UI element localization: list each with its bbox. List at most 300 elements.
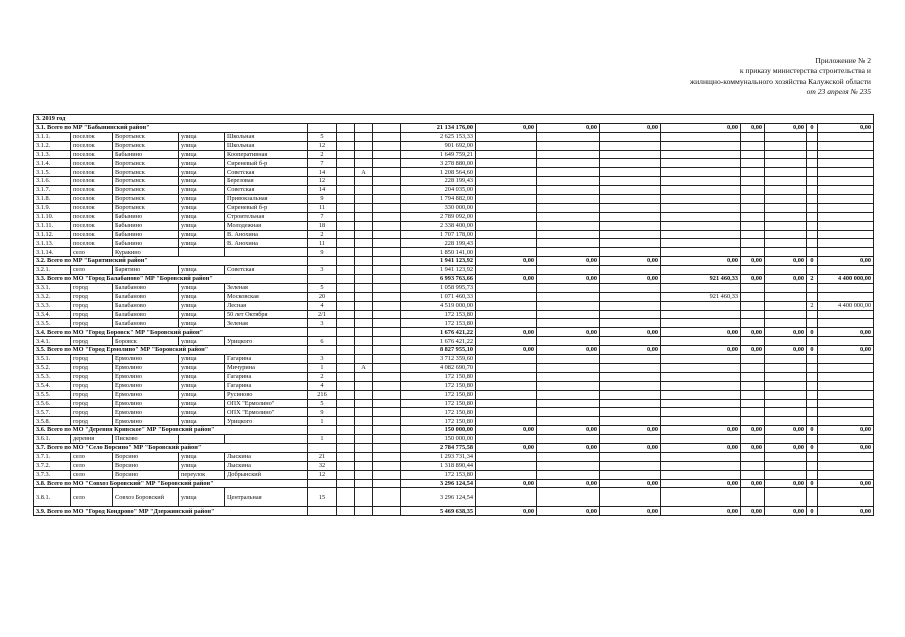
house-letter <box>355 141 373 150</box>
row-value <box>818 488 874 507</box>
section-total-row <box>34 479 874 488</box>
row-value <box>765 132 807 141</box>
row-value <box>661 301 741 310</box>
row-value <box>765 248 807 257</box>
row-value <box>600 292 661 301</box>
row-value <box>765 381 807 390</box>
section-value: 0,00 <box>476 123 537 132</box>
section-value: 0,00 <box>600 443 661 452</box>
row-value <box>661 239 741 248</box>
house-number: 9 <box>308 248 337 257</box>
empty-cell <box>337 381 355 390</box>
section-value: 0,00 <box>537 346 600 355</box>
row-sum: 3 296 124,54 <box>401 488 476 507</box>
empty-cell <box>373 372 401 381</box>
empty-cell <box>373 488 401 507</box>
settlement-type: город <box>71 399 113 408</box>
empty-cell <box>373 266 401 275</box>
row-value <box>807 203 818 212</box>
row-value <box>476 203 537 212</box>
settlement-type: город <box>71 390 113 399</box>
row-value <box>765 212 807 221</box>
house-letter <box>355 337 373 346</box>
empty-cell <box>355 426 373 435</box>
row-value <box>818 212 874 221</box>
row-value <box>476 355 537 364</box>
row-value <box>537 372 600 381</box>
section-value: 0,00 <box>818 257 874 266</box>
row-value <box>818 230 874 239</box>
row-value <box>807 417 818 426</box>
section-title: 3.4. Всего по МО "Город Боровск" МР "Боровский район" <box>34 328 308 337</box>
empty-cell <box>373 186 401 195</box>
empty-cell <box>355 507 373 516</box>
settlement-type: город <box>71 381 113 390</box>
row-value <box>476 195 537 204</box>
street-type: улица <box>179 488 225 507</box>
row-value <box>476 168 537 177</box>
row-value <box>600 186 661 195</box>
section-value: 0,00 <box>537 443 600 452</box>
empty-cell <box>373 123 401 132</box>
row-number: 3.1.9. <box>34 203 71 212</box>
house-number: 12 <box>308 141 337 150</box>
table-row <box>34 399 874 408</box>
row-value <box>741 186 765 195</box>
row-number: 3.1.14. <box>34 248 71 257</box>
section-value: 0,00 <box>765 328 807 337</box>
row-value <box>476 399 537 408</box>
row-value <box>807 399 818 408</box>
row-value <box>661 159 741 168</box>
street-type: улица <box>179 399 225 408</box>
row-value <box>537 203 600 212</box>
settlement-type: поселок <box>71 132 113 141</box>
empty-cell <box>308 443 337 452</box>
section-value: 0,00 <box>765 426 807 435</box>
house-number: 9 <box>308 408 337 417</box>
empty-cell <box>373 239 401 248</box>
empty-cell <box>373 150 401 159</box>
section-value: 0,00 <box>765 275 807 284</box>
row-value <box>537 283 600 292</box>
row-value <box>476 408 537 417</box>
empty-cell <box>373 417 401 426</box>
row-sum: 172 150,80 <box>401 381 476 390</box>
row-number: 3.1.10. <box>34 212 71 221</box>
settlement-name: Бабынино <box>113 230 179 239</box>
row-sum: 172 153,80 <box>401 310 476 319</box>
house-letter <box>355 461 373 470</box>
table-row <box>34 461 874 470</box>
row-value <box>661 390 741 399</box>
settlement-name: Воротынск <box>113 195 179 204</box>
row-value <box>661 230 741 239</box>
row-number: 3.1.12. <box>34 230 71 239</box>
row-value <box>476 159 537 168</box>
row-value <box>807 488 818 507</box>
house-number: 3 <box>308 355 337 364</box>
section-title: 3.6. Всего по МО "Деревня Кривское" МР "Боровский район" <box>34 426 308 435</box>
register-table <box>33 114 874 516</box>
house-number: 9 <box>308 195 337 204</box>
row-value <box>476 186 537 195</box>
street-name: Привокзальная <box>225 195 308 204</box>
empty-cell <box>337 435 355 444</box>
empty-cell <box>373 195 401 204</box>
section-title: 3.7. Всего по МО "Село Ворсино" МР "Боровский район" <box>34 443 308 452</box>
row-value <box>765 399 807 408</box>
row-value <box>476 488 537 507</box>
street-name: Гагарина <box>225 381 308 390</box>
empty-cell <box>373 435 401 444</box>
table-row <box>34 363 874 372</box>
section-total-row <box>34 257 874 266</box>
row-number: 3.5.6. <box>34 399 71 408</box>
row-number: 3.7.1. <box>34 452 71 461</box>
street-type: улица <box>179 355 225 364</box>
row-number: 3.1.2. <box>34 141 71 150</box>
row-value <box>661 372 741 381</box>
row-value <box>807 230 818 239</box>
row-value <box>537 186 600 195</box>
settlement-type: город <box>71 408 113 417</box>
house-number: 5 <box>308 399 337 408</box>
street-name: Лыскина <box>225 452 308 461</box>
row-sum: 1 071 460,33 <box>401 292 476 301</box>
street-type: улица <box>179 230 225 239</box>
table-row <box>34 212 874 221</box>
section-value: 0,00 <box>818 123 874 132</box>
row-value <box>765 363 807 372</box>
row-value <box>741 319 765 328</box>
house-letter <box>355 212 373 221</box>
street-name: Лыскина <box>225 461 308 470</box>
row-value <box>807 470 818 479</box>
row-sum: 172 150,80 <box>401 372 476 381</box>
row-value <box>807 435 818 444</box>
row-value <box>765 266 807 275</box>
section-value: 0,00 <box>600 123 661 132</box>
row-sum: 901 692,00 <box>401 141 476 150</box>
street-type: улица <box>179 337 225 346</box>
row-value <box>476 470 537 479</box>
row-value <box>600 132 661 141</box>
settlement-name: Писково <box>113 435 179 444</box>
settlement-name: Ворсино <box>113 461 179 470</box>
empty-cell <box>337 443 355 452</box>
section-value: 0,00 <box>818 346 874 355</box>
house-number: 216 <box>308 390 337 399</box>
table-row <box>34 248 874 257</box>
settlement-type: село <box>71 461 113 470</box>
row-value <box>476 141 537 150</box>
row-value <box>765 408 807 417</box>
row-value <box>741 381 765 390</box>
row-number: 3.5.1. <box>34 355 71 364</box>
table-row <box>34 168 874 177</box>
row-value <box>600 301 661 310</box>
street-type: улица <box>179 141 225 150</box>
row-value <box>661 141 741 150</box>
empty-cell <box>337 470 355 479</box>
settlement-name: Воротынск <box>113 168 179 177</box>
house-letter <box>355 230 373 239</box>
row-value <box>765 319 807 328</box>
row-value <box>741 363 765 372</box>
section-total-row <box>34 328 874 337</box>
empty-cell <box>308 507 337 516</box>
empty-cell <box>373 337 401 346</box>
row-value <box>741 150 765 159</box>
row-value <box>661 310 741 319</box>
street-type: улица <box>179 292 225 301</box>
row-sum: 4 082 690,70 <box>401 363 476 372</box>
section-total: 21 134 176,00 <box>401 123 476 132</box>
empty-cell <box>337 248 355 257</box>
house-letter <box>355 248 373 257</box>
row-value <box>476 363 537 372</box>
row-value <box>741 283 765 292</box>
section-total-row <box>34 123 874 132</box>
empty-cell <box>337 355 355 364</box>
row-value <box>476 239 537 248</box>
row-value <box>818 150 874 159</box>
section-value: 0,00 <box>818 426 874 435</box>
row-value <box>807 266 818 275</box>
row-number: 3.3.5. <box>34 319 71 328</box>
row-value <box>661 195 741 204</box>
row-value <box>741 417 765 426</box>
settlement-name: Бабынино <box>113 239 179 248</box>
row-sum: 204 035,00 <box>401 186 476 195</box>
street-name: Урицкого <box>225 417 308 426</box>
empty-cell <box>355 123 373 132</box>
section-value: 0,00 <box>661 328 741 337</box>
empty-cell <box>373 507 401 516</box>
row-value <box>537 159 600 168</box>
section-value: 0,00 <box>661 426 741 435</box>
row-value <box>818 355 874 364</box>
settlement-type: поселок <box>71 141 113 150</box>
settlement-name: Бабынино <box>113 212 179 221</box>
house-number: 2 <box>308 372 337 381</box>
empty-cell <box>337 399 355 408</box>
row-value <box>807 239 818 248</box>
house-letter <box>355 452 373 461</box>
section-value: 0,00 <box>765 123 807 132</box>
house-letter <box>355 488 373 507</box>
row-value <box>807 363 818 372</box>
row-value <box>765 488 807 507</box>
row-value <box>818 159 874 168</box>
empty-cell <box>373 159 401 168</box>
section-value: 0,00 <box>661 507 741 516</box>
street-type: улица <box>179 301 225 310</box>
settlement-type: поселок <box>71 159 113 168</box>
row-value <box>818 292 874 301</box>
empty-cell <box>337 507 355 516</box>
street-type: улица <box>179 212 225 221</box>
row-value <box>476 221 537 230</box>
house-number: 1 <box>308 435 337 444</box>
row-value <box>741 203 765 212</box>
row-value <box>765 283 807 292</box>
house-letter <box>355 150 373 159</box>
section-value: 0,00 <box>537 426 600 435</box>
table-row <box>34 470 874 479</box>
row-value <box>741 399 765 408</box>
street-type: улица <box>179 390 225 399</box>
empty-cell <box>355 257 373 266</box>
row-value <box>765 239 807 248</box>
street-name <box>225 435 308 444</box>
settlement-type: село <box>71 452 113 461</box>
table-row <box>34 132 874 141</box>
empty-cell <box>337 195 355 204</box>
row-number: 3.1.4. <box>34 159 71 168</box>
empty-cell <box>308 479 337 488</box>
section-value: 0,00 <box>537 257 600 266</box>
section-total: 6 993 763,66 <box>401 275 476 284</box>
section-value: 0 <box>807 443 818 452</box>
row-value <box>765 177 807 186</box>
row-value <box>661 248 741 257</box>
row-value <box>537 381 600 390</box>
row-value <box>818 266 874 275</box>
empty-cell <box>373 363 401 372</box>
house-letter <box>355 390 373 399</box>
row-value <box>661 470 741 479</box>
row-value <box>807 150 818 159</box>
street-type: улица <box>179 363 225 372</box>
settlement-name: Балабаново <box>113 283 179 292</box>
row-value <box>818 381 874 390</box>
house-letter <box>355 372 373 381</box>
row-value <box>741 132 765 141</box>
row-sum: 172 153,80 <box>401 319 476 328</box>
street-type: улица <box>179 266 225 275</box>
row-value <box>807 195 818 204</box>
row-value <box>537 141 600 150</box>
row-value <box>741 461 765 470</box>
row-value <box>807 310 818 319</box>
empty-cell <box>308 426 337 435</box>
street-name: Центральная <box>225 488 308 507</box>
row-value <box>741 310 765 319</box>
row-number: 3.1.5. <box>34 168 71 177</box>
row-value <box>537 248 600 257</box>
row-value <box>600 221 661 230</box>
settlement-name: Балабаново <box>113 319 179 328</box>
empty-cell <box>337 186 355 195</box>
section-value: 0,00 <box>765 346 807 355</box>
section-value: 0 <box>807 479 818 488</box>
empty-cell <box>337 417 355 426</box>
row-value <box>600 168 661 177</box>
section-value: 0 <box>807 346 818 355</box>
row-value <box>661 283 741 292</box>
settlement-name: Воротынск <box>113 132 179 141</box>
empty-cell <box>337 337 355 346</box>
row-value <box>818 310 874 319</box>
row-value <box>818 390 874 399</box>
row-number: 3.4.1. <box>34 337 71 346</box>
row-value <box>818 248 874 257</box>
row-sum: 1 794 882,00 <box>401 195 476 204</box>
row-value <box>765 195 807 204</box>
row-value <box>537 488 600 507</box>
row-sum: 228 199,43 <box>401 239 476 248</box>
settlement-name: Барятино <box>113 266 179 275</box>
settlement-name: Совхоз Боровский <box>113 488 179 507</box>
row-value <box>765 452 807 461</box>
table-row <box>34 435 874 444</box>
row-value <box>818 363 874 372</box>
house-number: 4 <box>308 301 337 310</box>
row-number: 3.3.4. <box>34 310 71 319</box>
street-type: улица <box>179 310 225 319</box>
table-row <box>34 221 874 230</box>
row-value <box>600 266 661 275</box>
settlement-name: Воротынск <box>113 177 179 186</box>
street-type: улица <box>179 221 225 230</box>
row-sum: 1 707 178,00 <box>401 230 476 239</box>
settlement-type: поселок <box>71 186 113 195</box>
row-value <box>537 221 600 230</box>
settlement-name: Ермолино <box>113 363 179 372</box>
table-row <box>34 292 874 301</box>
row-sum: 1 649 759,21 <box>401 150 476 159</box>
row-value <box>818 470 874 479</box>
row-value <box>807 141 818 150</box>
section-value: 0,00 <box>741 507 765 516</box>
row-value <box>741 452 765 461</box>
row-number: 3.1.11. <box>34 221 71 230</box>
row-value <box>476 452 537 461</box>
settlement-name: Ермолино <box>113 408 179 417</box>
row-sum: 172 150,80 <box>401 399 476 408</box>
empty-cell <box>373 275 401 284</box>
house-number: 11 <box>308 239 337 248</box>
empty-cell <box>337 159 355 168</box>
row-value <box>537 390 600 399</box>
row-sum: 1 208 564,60 <box>401 168 476 177</box>
house-number: 4 <box>308 381 337 390</box>
row-sum: 1 850 141,00 <box>401 248 476 257</box>
row-value <box>600 363 661 372</box>
settlement-type: поселок <box>71 177 113 186</box>
row-sum: 172 150,80 <box>401 417 476 426</box>
section-value: 0,00 <box>741 328 765 337</box>
row-value <box>807 408 818 417</box>
house-letter <box>355 355 373 364</box>
section-value: 0,00 <box>476 328 537 337</box>
street-name: Молодежная <box>225 221 308 230</box>
table-row <box>34 230 874 239</box>
settlement-type: село <box>71 488 113 507</box>
empty-cell <box>308 123 337 132</box>
house-letter <box>355 417 373 426</box>
appendix-title: Приложение № 2 <box>815 56 871 65</box>
row-value <box>661 150 741 159</box>
street-name: Урицкого <box>225 337 308 346</box>
house-number: 7 <box>308 212 337 221</box>
street-type: улица <box>179 417 225 426</box>
row-value <box>600 337 661 346</box>
row-value <box>537 461 600 470</box>
table-row <box>34 372 874 381</box>
